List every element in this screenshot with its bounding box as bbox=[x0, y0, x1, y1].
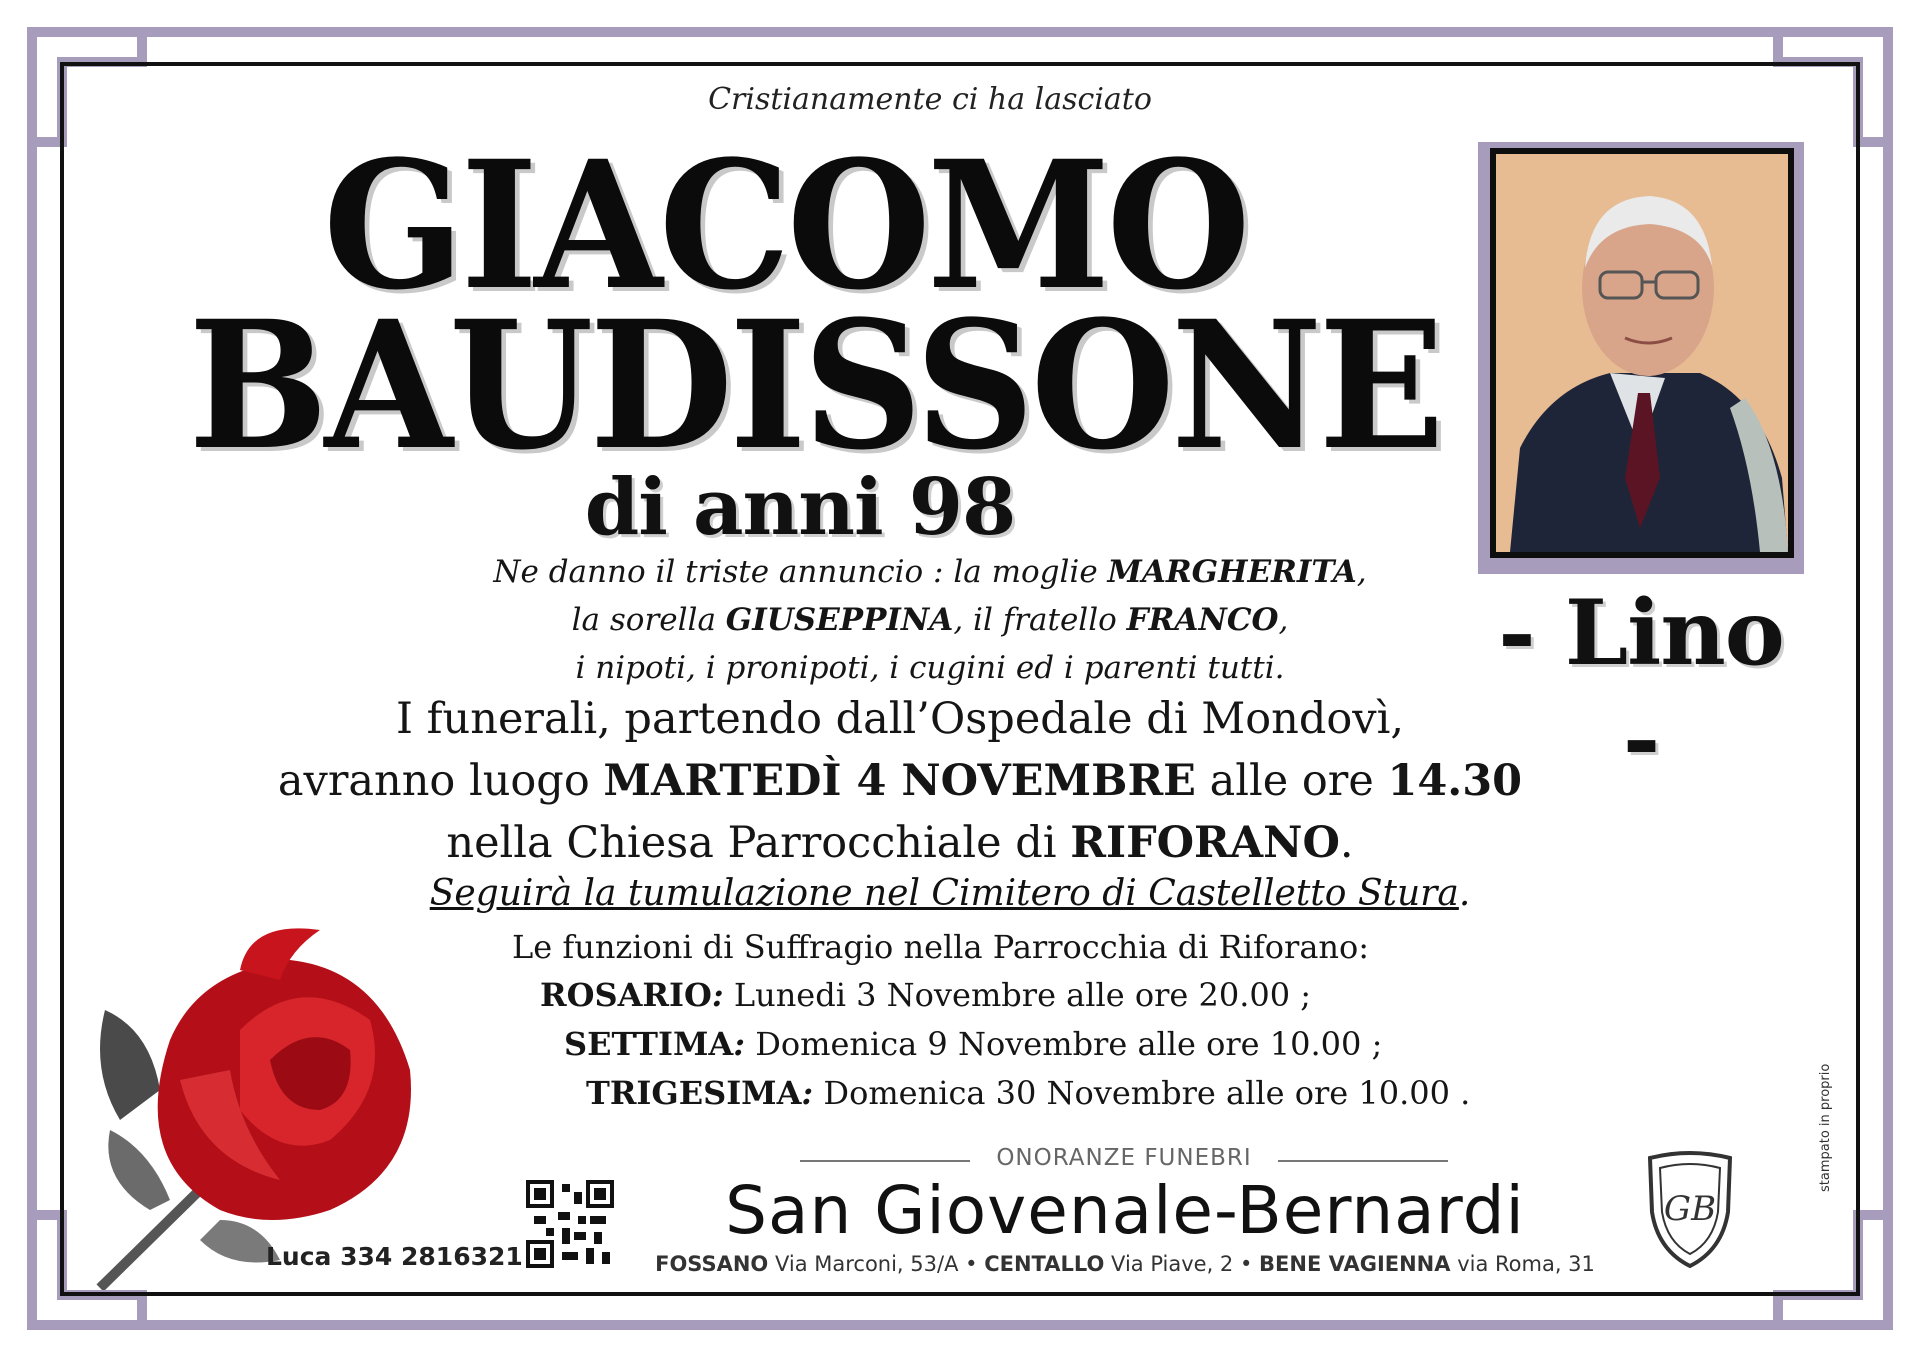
announcement bbox=[380, 548, 1480, 692]
funeral-date: MARTEDÌ 4 NOVEMBRE bbox=[603, 756, 1196, 806]
funeral-time: 14.30 bbox=[1387, 756, 1523, 806]
funeral-home-name: San Giovenale-Bernardi bbox=[725, 1172, 1525, 1249]
funeral-line-3: nella Chiesa Parrocchiale di RIFORANO. bbox=[446, 818, 1354, 868]
nickname: - Lino - bbox=[1498, 580, 1784, 792]
suffrage-item-rosario: ROSARIO: Lunedi 3 Novembre alle ore 20.00 ; bbox=[540, 976, 1312, 1014]
funeral-home-logo bbox=[1640, 1150, 1740, 1270]
funeral-home-addresses: FOSSANO Via Marconi, 53/A • CENTALLO Via Piave, 2 • BENE VAGIENNA via Roma, 31 bbox=[655, 1252, 1595, 1276]
intro-text: Cristianamente ci ha lasciato bbox=[708, 82, 1152, 117]
portrait-photo-frame bbox=[1478, 142, 1804, 574]
funeral-line-2: avranno luogo MARTEDÌ 4 NOVEMBRE alle ore 14.30 bbox=[277, 756, 1523, 806]
announcement-line-1: Ne danno il triste annuncio : la moglie MARGHERITA, bbox=[493, 554, 1367, 590]
church-place: RIFORANO bbox=[1070, 818, 1340, 868]
svg-text:GB: GB bbox=[1663, 1189, 1717, 1229]
suffrage-item-settima: SETTIMA: Domenica 9 Novembre alle ore 10.00 ; bbox=[564, 1025, 1383, 1063]
sister-name: GIUSEPPINA bbox=[725, 602, 954, 638]
first-name: GIACOMO bbox=[323, 122, 1247, 329]
funeral-home-category-line-right bbox=[1278, 1160, 1448, 1162]
contact-phone: Luca 334 2816321 bbox=[266, 1242, 523, 1271]
last-name: BAUDISSONE bbox=[188, 282, 1441, 489]
funeral-details bbox=[200, 688, 1600, 874]
age: di anni 98 bbox=[584, 462, 1016, 553]
funeral-home-category-line-left bbox=[800, 1160, 970, 1162]
suffrage-item-trigesima: TRIGESIMA: Domenica 30 Novembre alle ore 10.00 . bbox=[586, 1074, 1471, 1112]
suffrage-heading: Le funzioni di Suffragio nella Parrocchia di Riforano: bbox=[512, 928, 1370, 966]
printed-note: stampato in proprio bbox=[1818, 1063, 1833, 1192]
burial-note: Seguirà la tumulazione nel Cimitero di Castelletto Stura. bbox=[429, 873, 1471, 914]
funeral-line-1: I funerali, partendo dall’Ospedale di Mondovì, bbox=[395, 694, 1404, 744]
announcement-line-3: i nipoti, i pronipoti, i cugini ed i parenti tutti. bbox=[575, 650, 1285, 686]
portrait-illustration bbox=[1490, 148, 1794, 558]
rose-icon bbox=[90, 910, 430, 1290]
funeral-home-category: ONORANZE FUNEBRI bbox=[996, 1145, 1252, 1171]
announcement-line-2: la sorella GIUSEPPINA, il fratello FRANCO, bbox=[571, 602, 1289, 638]
brother-name: FRANCO bbox=[1126, 602, 1279, 638]
portrait-photo bbox=[1490, 148, 1794, 558]
qr-code-icon[interactable] bbox=[526, 1180, 614, 1268]
wife-name: MARGHERITA bbox=[1107, 554, 1357, 590]
